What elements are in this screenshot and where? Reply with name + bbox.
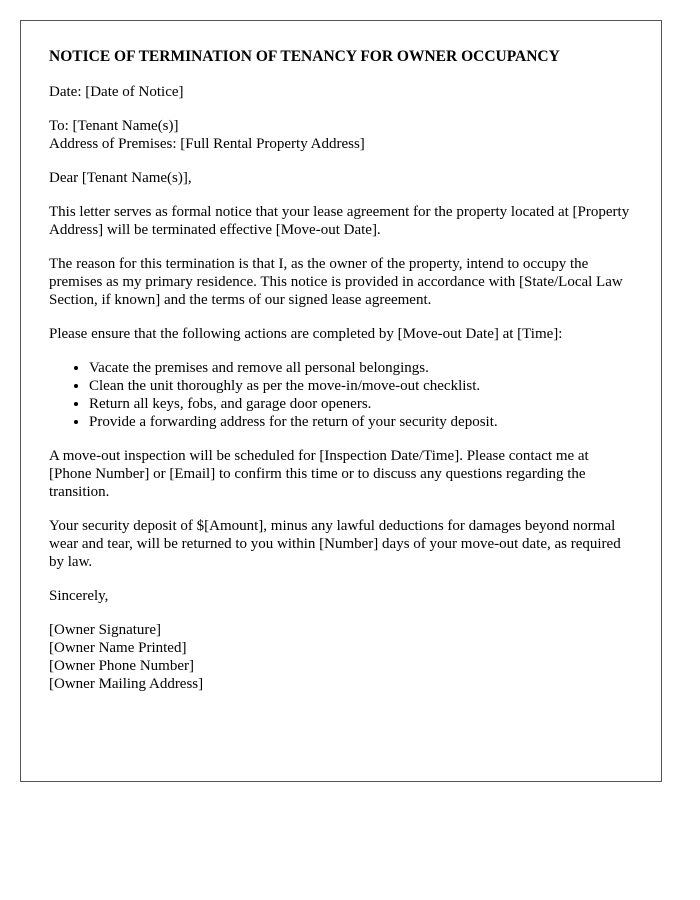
owner-phone: [Owner Phone Number]: [49, 658, 194, 674]
letter-document: [20, 20, 662, 782]
reason-paragraph: The reason for this termination is that I, as the owner of the property, intend to occupy the premises as my primary residence. This notice is provided in accordance with [State/Local Law Section, if known] and the terms of our signed lease agreement.: [49, 256, 623, 308]
owner-name: [Owner Name Printed]: [49, 640, 187, 656]
actions-list: [49, 359, 632, 431]
owner-signature: [Owner Signature]: [49, 622, 162, 638]
notice-paragraph: This letter serves as formal notice that your lease agreement for the property located at [Property Address] will be terminated effective [Move-out Date].: [49, 204, 630, 238]
recipient-block: [49, 117, 632, 153]
inspection-paragraph: A move-out inspection will be scheduled for [Inspection Date/Time]. Please contact me at [Phone Number] or [Email] to confirm this time or to discuss any questions regarding the transition.: [49, 448, 589, 500]
list-item: • Vacate the premises and remove all personal belongings.: [89, 359, 632, 377]
to-line: To: [Tenant Name(s)]: [49, 118, 179, 134]
list-item: • Return all keys, fobs, and garage door openers.: [89, 395, 632, 413]
letter-title: NOTICE OF TERMINATION OF TENANCY FOR OWNER OCCUPANCY: [49, 48, 560, 65]
list-item: • Provide a forwarding address for the return of your security deposit.: [89, 413, 632, 431]
date-line: Date: [Date of Notice]: [49, 84, 184, 100]
closing: Sincerely,: [49, 588, 109, 604]
list-item: • Clean the unit thoroughly as per the move-in/move-out checklist.: [89, 377, 632, 395]
deposit-paragraph: Your security deposit of $[Amount], minus any lawful deductions for damages beyond normal wear and tear, will be returned to you within [Number] days of your move-out date, as required by law.: [49, 518, 621, 570]
signature-block: [49, 621, 632, 693]
actions-intro: Please ensure that the following actions are completed by [Move-out Date] at [Time]:: [49, 326, 563, 342]
address-line: Address of Premises: [Full Rental Property Address]: [49, 136, 365, 152]
salutation: Dear [Tenant Name(s)],: [49, 170, 192, 186]
owner-address: [Owner Mailing Address]: [49, 676, 204, 692]
